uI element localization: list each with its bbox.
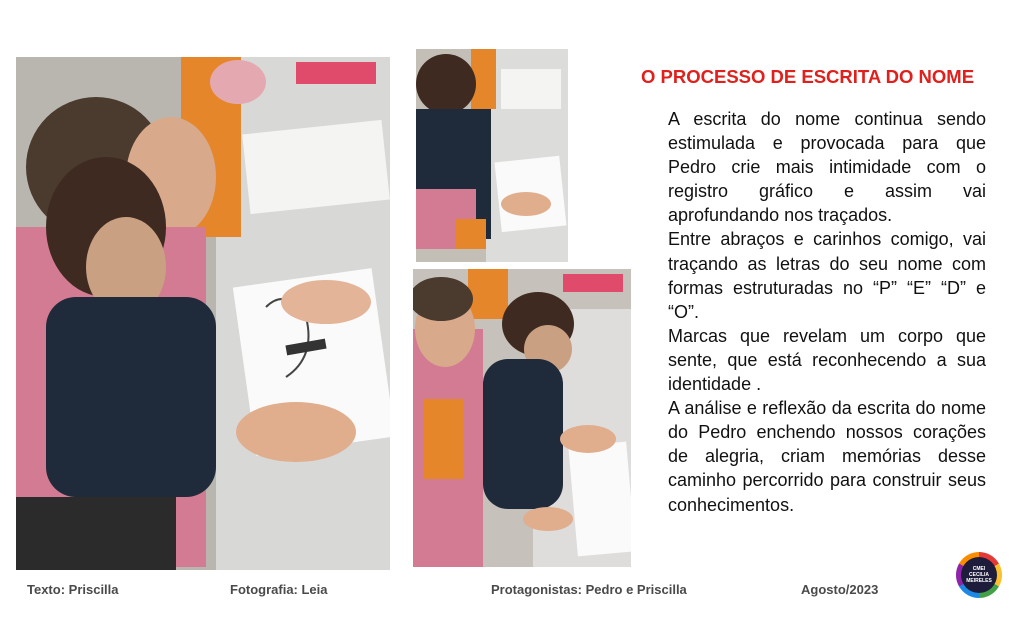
footer-photo-credit: Fotografia: Leia xyxy=(230,582,328,597)
paragraph-3: Marcas que revelam um corpo que sente, que está reconhecendo a sua identidade . xyxy=(668,325,986,395)
paragraph-2: Entre abraços e carinhos comigo, vai traçando as letras do seu nome com formas estruturadas no “P” “E” “D” e “O”. xyxy=(668,229,986,322)
page-title: O PROCESSO DE ESCRITA DO NOME xyxy=(641,66,975,87)
footer-protagonists: Protagonistas: Pedro e Priscilla xyxy=(491,582,687,597)
body-text xyxy=(668,107,986,517)
photo-boy-writing-with-teacher xyxy=(16,57,390,570)
photo-boy-writing-top-view xyxy=(416,49,568,262)
footer-text-credit: Texto: Priscilla xyxy=(27,582,119,597)
footer-date: Agosto/2023 xyxy=(801,582,879,597)
school-logo xyxy=(956,552,1002,598)
paragraph-1: A escrita do nome continua sendo estimulada e provocada para que Pedro crie mais intimidade com o registro gráfico e assim vai aprofundando nos traçados. xyxy=(668,109,986,226)
paragraph-4: A análise e reflexão da escrita do nome do Pedro enchendo nossos corações de alegria, criam memórias desse caminho percorrido para construir seus conhecimentos. xyxy=(668,398,986,515)
logo-line-3: MEIRELES xyxy=(966,578,992,584)
logo-line-2: CECILIA xyxy=(969,572,989,578)
photo-boy-and-teacher-smiling xyxy=(413,269,631,567)
logo-line-1: CMEI xyxy=(972,566,986,572)
